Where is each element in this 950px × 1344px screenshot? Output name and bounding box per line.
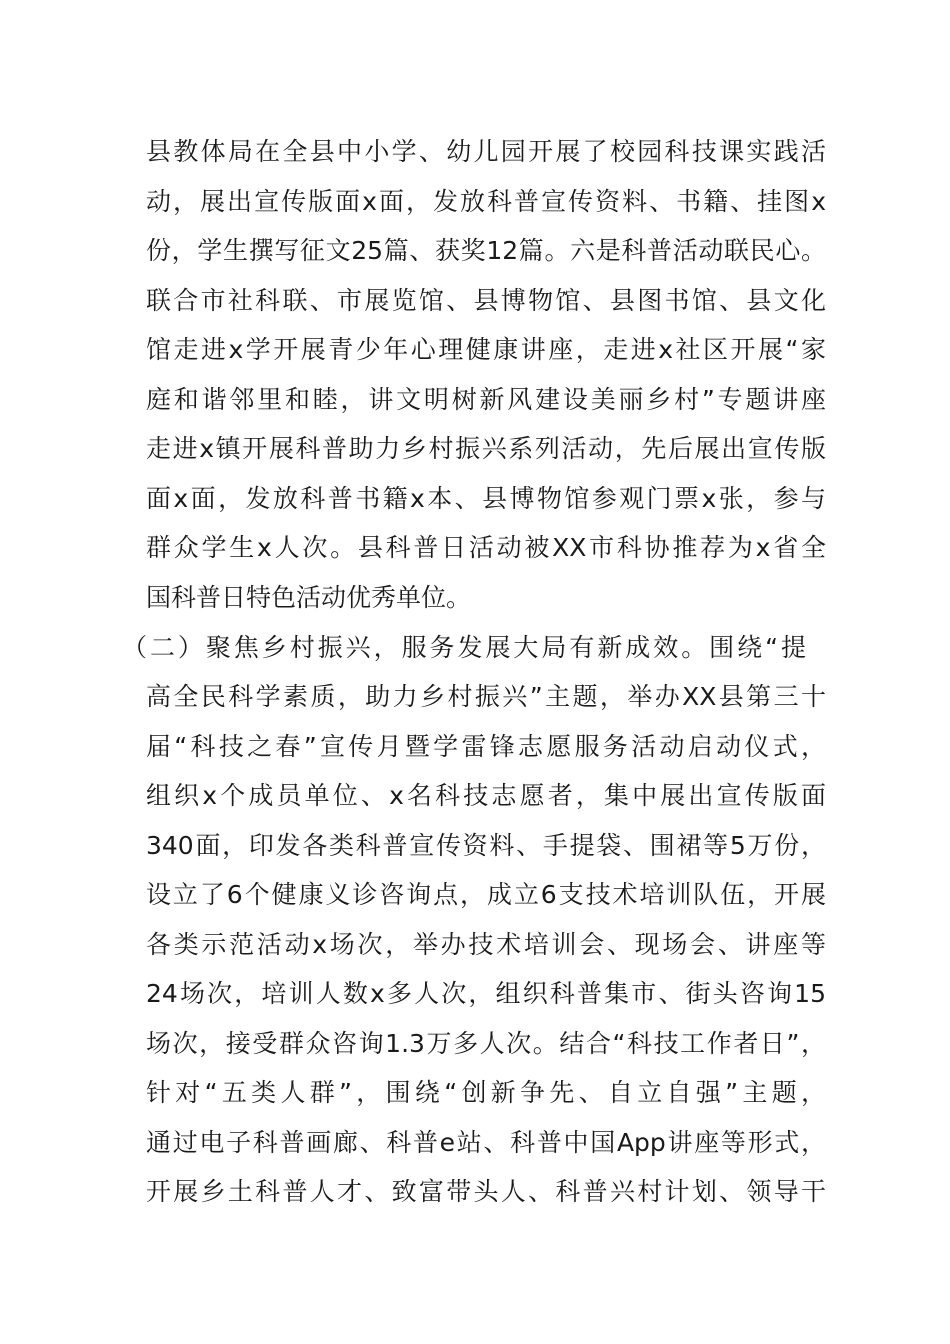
body-text-line: 通过电子科普画廊、科普e站、科普中国App讲座等形式， [146,1128,826,1157]
body-text-line: 动，展出宣传版面x面，发放科普宣传资料、书籍、挂图x [146,187,826,216]
body-text-line: 馆走进x学开展青少年心理健康讲座，走进x社区开展“家 [146,335,826,364]
section-heading-line: （二）聚焦乡村振兴，服务发展大局有新成效。围绕“提 [122,633,806,662]
body-text-line: 场次，接受群众咨询1.3万多人次。结合“科技工作者日”， [146,1029,826,1058]
body-text-line: 24场次，培训人数x多人次，组织科普集市、街头咨询15 [146,979,826,1008]
body-text-line: 组织x个成员单位、x名科技志愿者，集中展出宣传版面 [146,781,826,810]
body-text-line: 联合市社科联、市展览馆、县博物馆、县图书馆、县文化 [146,286,826,315]
body-text-line: 设立了6个健康义诊咨询点，成立6支技术培训队伍，开展 [146,880,826,909]
body-text-line: 开展乡土科普人才、致富带头人、科普兴村计划、领导干 [146,1177,826,1206]
body-text-line: 各类示范活动x场次，举办技术培训会、现场会、讲座等 [146,930,826,959]
body-text-line: 群众学生x人次。县科普日活动被XX市科协推荐为x省全 [146,533,826,562]
body-text-line: 庭和谐邻里和睦，讲文明树新风建设美丽乡村”专题讲座 [146,385,826,414]
body-text-line: 走进x镇开展科普助力乡村振兴系列活动，先后展出宣传版 [146,434,826,463]
body-text-line: 届“科技之春”宣传月暨学雷锋志愿服务活动启动仪式， [146,732,826,761]
body-text-line: 高全民科学素质，助力乡村振兴”主题，举办XX县第三十 [146,682,826,711]
body-text-line: 针对“五类人群”，围绕“创新争先、自立自强”主题， [146,1078,826,1107]
body-text-line: 国科普日特色活动优秀单位。 [146,583,472,612]
body-text-line: 340面，印发各类科普宣传资料、手提袋、围裙等5万份， [146,831,826,860]
body-text-line: 县教体局在全县中小学、幼儿园开展了校园科技课实践活 [146,137,826,166]
body-text-line: 面x面，发放科普书籍x本、县博物馆参观门票x张，参与 [146,484,826,513]
body-text-line: 份，学生撰写征文25篇、获奖12篇。六是科普活动联民心。 [146,236,826,265]
